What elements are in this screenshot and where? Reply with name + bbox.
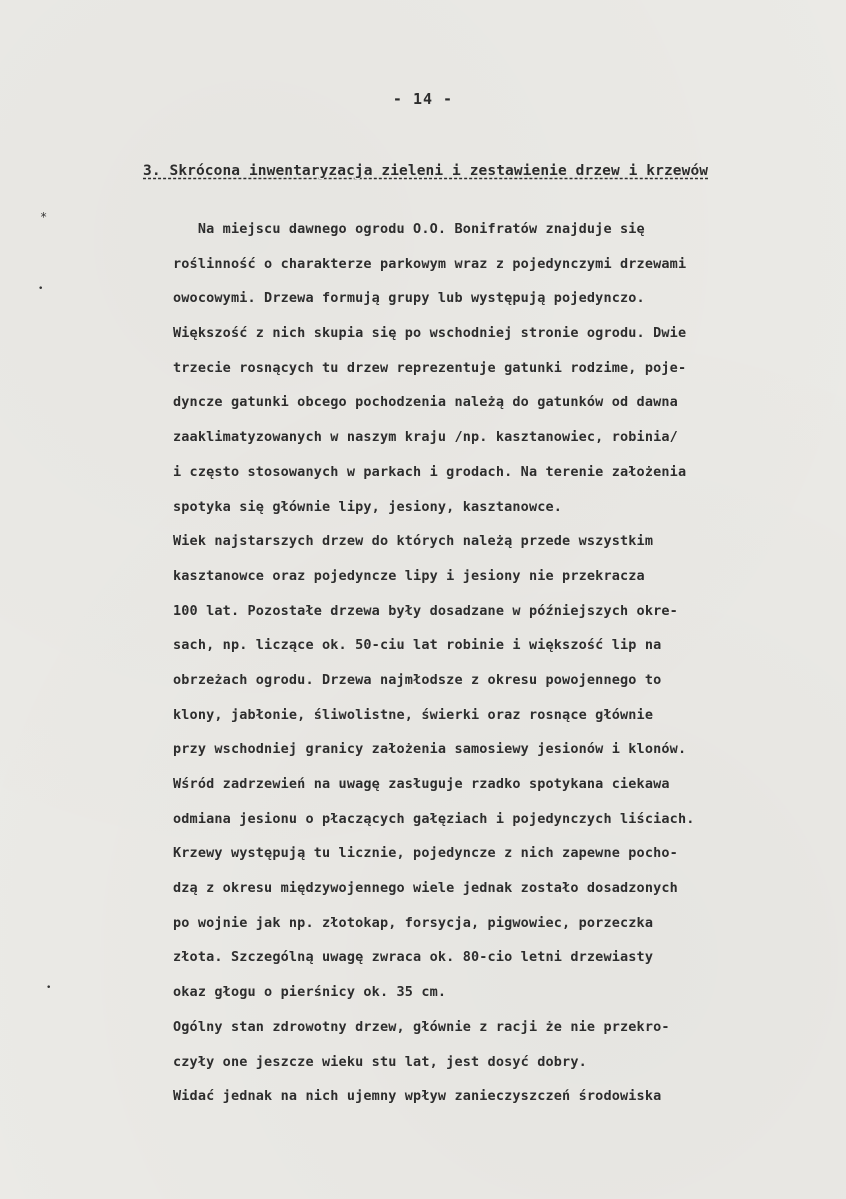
text-line: klony, jabłonie, śliwolistne, świerki oraz rosnące głównie [173, 706, 654, 723]
text-line: 100 lat. Pozostałe drzewa były dosadzane w późniejszych okre- [173, 602, 678, 619]
text-line: Ogólny stan zdrowotny drzew, głównie z racji że nie przekro- [173, 1018, 670, 1035]
text-line: przy wschodniej granicy założenia samosiewy jesionów i klonów. [173, 741, 687, 758]
text-line: obrzeżach ogrodu. Drzewa najmłodsze z okresu powojennego to [173, 671, 662, 688]
text-line: złota. Szczególną uwagę zwraca ok. 80-cio letni drzewiasty [173, 949, 654, 966]
text-line: Większość z nich skupia się po wschodniej stronie ogrodu. Dwie [173, 325, 687, 342]
text-line: Widać jednak na nich ujemny wpływ zanieczyszczeń środowiska [173, 1088, 662, 1105]
text-line: Wiek najstarszych drzew do których należą przede wszystkim [173, 533, 654, 550]
body-text [173, 212, 823, 1114]
margin-mark: * [40, 210, 48, 224]
text-line: owocowymi. Drzewa formują grupy lub występują pojedynczo. [173, 290, 645, 307]
text-line: spotyka się głównie lipy, jesiony, kasztanowce. [173, 498, 563, 515]
text-line: sach, np. liczące ok. 50-ciu lat robinie i większość lip na [173, 637, 662, 654]
text-line: Wśród zadrzewień na uwagę zasługuje rzadko spotykana ciekawa [173, 776, 670, 792]
text-line: trzecie rosnących tu drzew reprezentuje gatunki rodzime, poje- [173, 359, 687, 376]
text-line: Na miejscu dawnego ogrodu O.O. Bonifratów znajduje się [173, 221, 645, 237]
text-line: po wojnie jak np. złotokap, forsycja, pigwowiec, porzeczka [173, 914, 654, 931]
margin-mark: • [46, 983, 52, 993]
text-line: kasztanowce oraz pojedyncze lipy i jesiony nie przekracza [173, 567, 645, 584]
text-line: dzą z okresu międzywojennego wiele jednak zostało dosadzonych [173, 880, 678, 897]
text-line: zaaklimatyzowanych w naszym kraju /np. kasztanowiec, robinia/ [173, 429, 678, 446]
text-line: i często stosowanych w parkach i grodach. Na terenie założenia [173, 463, 687, 480]
text-line: okaz głogu o pierśnicy ok. 35 cm. [173, 984, 447, 1001]
text-line: Krzewy występują tu licznie, pojedyncze z nich zapewne pocho- [173, 845, 678, 862]
text-line: dyncze gatunki obcego pochodzenia należą do gatunków od dawna [173, 394, 678, 411]
text-line: odmiana jesionu o płaczących gałęziach i pojedynczych liściach. [173, 810, 695, 827]
margin-mark: • [38, 284, 44, 294]
text-line: czyły one jeszcze wieku stu lat, jest dosyć dobry. [173, 1053, 587, 1070]
text-line: roślinność o charakterze parkowym wraz z pojedynczymi drzewami [173, 255, 687, 272]
section-heading: 3. Skrócona inwentaryzacja zieleni i zestawienie drzew i krzewów [143, 163, 709, 179]
page-number: - 14 - [392, 90, 454, 108]
